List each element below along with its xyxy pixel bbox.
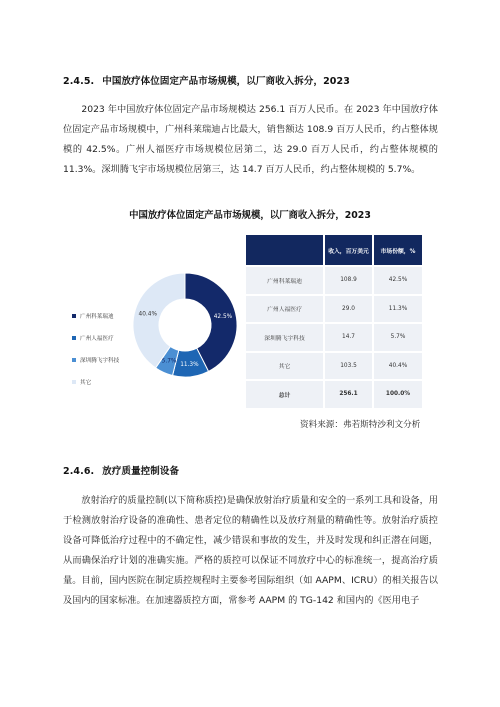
donut-slice-label: 5.7% xyxy=(161,358,177,365)
table-cell: 5.7% xyxy=(373,323,422,352)
section-heading-2-4-5 xyxy=(63,73,350,87)
table-cell: 29.0 xyxy=(324,295,373,324)
table-cell: 深圳腾飞宇科技 xyxy=(246,323,324,352)
table-cell: 42.5% xyxy=(373,266,422,295)
table-cell: 广州科莱瑞迪 xyxy=(246,266,324,295)
section-paragraph-market-size xyxy=(63,100,438,180)
market-share-table xyxy=(246,235,422,408)
donut-slice-label: 40.4% xyxy=(138,311,157,318)
section-paragraph-qc-devices xyxy=(63,491,438,611)
table-total-row xyxy=(246,380,422,408)
section-title: 放疗质量控制设备 xyxy=(102,466,180,477)
paragraph-text: 2023 年中国放疗体位固定产品市场规模达 256.1 百万人民币。在 2023 年中国放疗体位固定产品市场规模中，广州科莱瑞迪占比最大，销售额达 108.9 百万人民币，约占整体规模的 42.5%。广州人福医疗市场规模位居第二，达 29.0 百万人民币，约占整体规模的 11.3%。深圳腾飞宇市场规模位居第三，达 14.7 百万人民币，约占整体规模的 5.7%。 xyxy=(63,104,438,175)
section-number: 2.4.6. xyxy=(63,466,95,477)
donut-chart-svg xyxy=(60,230,245,400)
legend-label: 广州科莱瑞迪 xyxy=(80,314,114,320)
table-row xyxy=(246,352,422,381)
table-cell: 108.9 xyxy=(324,266,373,295)
table-header-cell: 收入，百万美元 xyxy=(324,235,373,266)
table-header-cell xyxy=(246,235,324,266)
table-header-row xyxy=(246,235,422,266)
donut-slice-label: 42.5% xyxy=(213,313,233,320)
table-row xyxy=(246,266,422,295)
donut-chart xyxy=(60,230,245,400)
table-header-cell: 市场份额，% xyxy=(373,235,422,266)
paragraph-text: 放射治疗的质量控制(以下简称质控)是确保放射治疗质量和安全的一系列工具和设备，用于检测放射治疗设备的准确性、患者定位的精确性以及放疗剂量的精确性等。放射治疗质控设备可降低治疗过程中的不确定性，减少错误和事故的发生，并及时发现和纠正潜在问题，从而确保治疗计划的准确实施。严格的质控可以保证不同放疗中心的标准统一，提高治疗质量。目前，国内医院在制定质控规程时主要参考国际组织（如 AAPM、ICRU）的相关报告以及国内的国家标准。在加速器质控方面，常参考 AAPM 的 TG-142 和国内的《医用电子 xyxy=(63,495,438,606)
table-row xyxy=(246,295,422,324)
table-cell: 总计 xyxy=(246,380,324,408)
table-cell: 广州人福医疗 xyxy=(246,295,324,324)
table-cell: 14.7 xyxy=(324,323,373,352)
chart-title: 中国放疗体位固定产品市场规模，以厂商收入拆分，2023 xyxy=(129,210,371,221)
donut-slice-label: 11.3% xyxy=(180,361,199,368)
section-title: 中国放疗体位固定产品市场规模，以厂商收入拆分，2023 xyxy=(102,76,350,87)
legend-label: 其它 xyxy=(80,380,92,386)
section-number: 2.4.5. xyxy=(63,76,95,87)
table-cell: 其它 xyxy=(246,352,324,381)
table-row xyxy=(246,323,422,352)
table-cell: 100.0% xyxy=(373,380,422,408)
table-cell: 40.4% xyxy=(373,352,422,381)
source-note: 资料来源：弗若斯特沙利文分析 xyxy=(300,420,421,430)
section-heading-2-4-6 xyxy=(63,463,179,477)
legend-label: 广州人福医疗 xyxy=(80,336,114,342)
table-cell: 256.1 xyxy=(324,380,373,408)
table-cell: 103.5 xyxy=(324,352,373,381)
table-cell: 11.3% xyxy=(373,295,422,324)
legend-label: 深圳腾飞宇科技 xyxy=(80,358,120,364)
